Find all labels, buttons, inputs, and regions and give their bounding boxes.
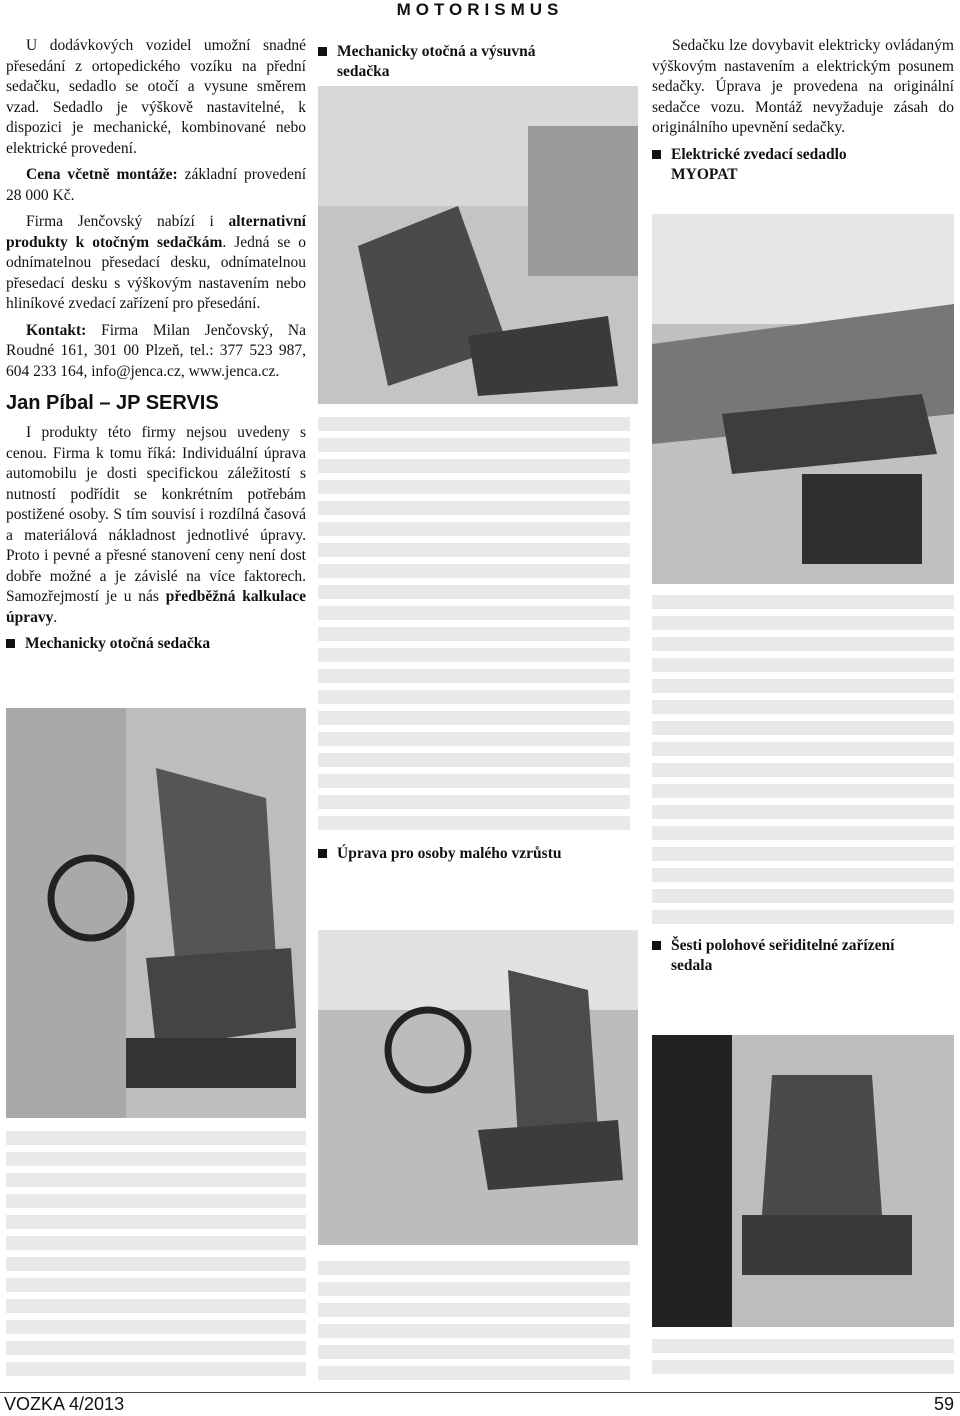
section-title: Jan Píbal – JP SERVIS (6, 392, 219, 414)
bullet-heading-six-position (652, 936, 954, 976)
issue-label: VOZKA 4/2013 (4, 1394, 125, 1414)
bullet-heading-text (671, 936, 894, 976)
jp-text-a: I produkty této firmy nejsou uvedeny s cenou. Firma k tomu říká: Individuální úprava automobilu je dosti specifickou záležitostí s nutností podřídit se konkrétním potřebám postižené osoby. S tím souvisí i rozdílná časová a materiálová nákladnost jednotlivé úpravy. Proto i pevné a přesné stanovení ceny není dost dobře možné a je závislé na více faktorech. Samozřejmostí je u nás (6, 424, 306, 605)
section-label: MOTORISMUS (396, 0, 564, 19)
bullet-heading-electric-lift (652, 145, 954, 185)
bullet-heading-text: Úprava pro osoby malého vzrůstu (337, 845, 562, 862)
firm-text-bold: alternativní produkty k otočným sedačkám (6, 213, 306, 251)
bullet-line-2: sedala (671, 957, 713, 974)
firm-text-a: Firma Jenčovský nabízí i (26, 213, 229, 230)
paragraph-alternatives (6, 212, 306, 315)
firm-text-c: . Jedná se o odnímatelnou přesedací desku, odnímatelnou přesedací desku s výškovým nastavením nebo hliníkové zvedací zařízení pro přesedání. (6, 233, 306, 312)
column-left-bottom (6, 1128, 306, 1383)
contact-text: Firma Milan Jenčovský, Na Roudné 161, 301 00 Plzeň, tel.: 377 523 987, 604 233 164, info@jenca.cz, www.jenca.cz. (6, 321, 306, 380)
column-right-bottom (652, 1336, 954, 1381)
jp-text-bold: předběžná kalkulace úpravy (6, 588, 307, 626)
bullet-line-1: Šesti polohové seřiditelné zařízení (671, 937, 895, 954)
bullet-line-2: sedačka (337, 63, 390, 80)
bullet-line-2: MYOPAT (671, 165, 738, 183)
price-label: Cena včetně montáže: (26, 166, 178, 183)
paragraph-price (6, 165, 306, 206)
bullet-heading-mechanical-seat (6, 634, 306, 654)
bullet-square-icon (652, 941, 661, 950)
page-number: 59 (933, 1394, 954, 1414)
column-middle-bottom (318, 1258, 630, 1387)
column-middle-text (318, 414, 630, 872)
contact-label: Kontakt: (26, 321, 87, 339)
paragraph-jp-servis (6, 423, 306, 628)
paragraph-intro: U dodávkových vozidel umožní snadné přesedání z ortopedického vozíku na přední sedačku, sedadlo se otočí a vysune směrem vzad. Sedadlo je výškově nastavitelné, k dispozici je mechanické, kombinované nebo elektrické provedení. (6, 37, 306, 157)
paragraph-contact (6, 321, 306, 383)
bullet-heading-text (671, 145, 847, 185)
column-middle (318, 36, 630, 90)
page-header (0, 0, 960, 22)
photo-swivel-seat (6, 708, 306, 1118)
bullet-square-icon (6, 639, 15, 648)
bullet-line-1: Mechanicky otočná a výsuvná (337, 43, 536, 60)
bullet-heading-small-stature (318, 844, 630, 864)
photo-swivel-extend-seat (318, 86, 638, 404)
column-right (652, 36, 954, 193)
page-footer (0, 1392, 960, 1416)
column-right-text (652, 592, 954, 984)
photo-six-position-seat (652, 1035, 954, 1327)
column-left (6, 36, 306, 662)
bullet-heading-swivel-extend (318, 42, 630, 82)
bullet-heading-text (337, 42, 536, 82)
bullet-heading-text: Mechanicky otočná sedačka (25, 635, 211, 652)
jp-text-c: . (53, 608, 58, 626)
paragraph-electric-option: Sedačku lze dovybavit elektricky ovládaným výškovým nastavením a elektrickým posunem sedačky. Úprava je provedena na originální sedačce vozu. Montáž nevyžaduje zásah do originálního upevnění sedačky. (652, 37, 954, 136)
bullet-square-icon (652, 150, 661, 159)
bullet-line-1: Elektrické zvedací sedadlo (671, 145, 847, 163)
bullet-square-icon (318, 849, 327, 858)
photo-small-stature (318, 930, 638, 1245)
price-text: základní provedení 28 000 Kč. (6, 166, 306, 204)
photo-electric-lift-seat (652, 214, 954, 584)
bullet-square-icon (318, 47, 327, 56)
